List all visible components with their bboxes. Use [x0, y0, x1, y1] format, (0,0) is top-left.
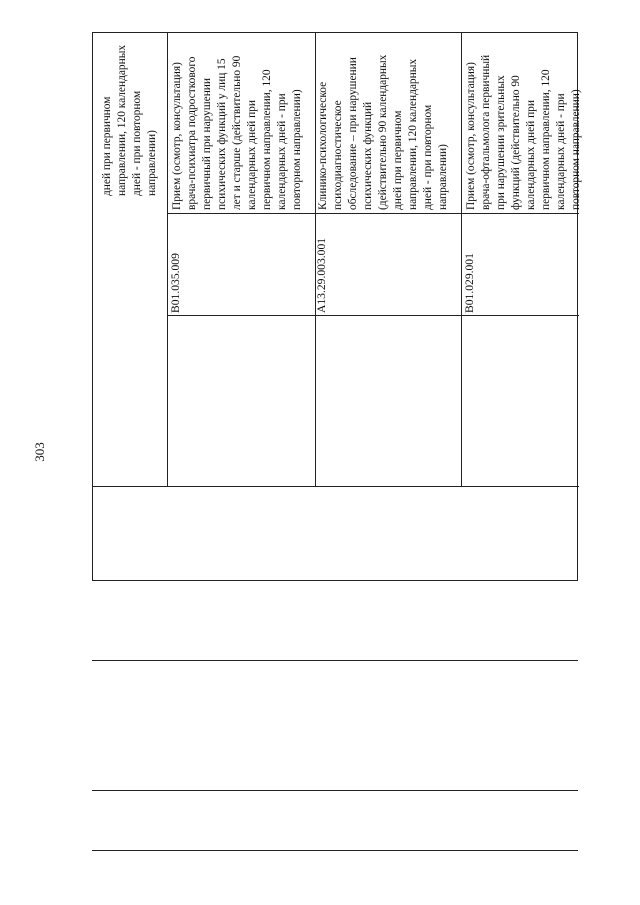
- row-2-code: B01.035.009: [169, 253, 182, 313]
- separator-line: [92, 850, 578, 851]
- row-3-description: Клинико-психологическое психодиагностическое обследование – при нарушении психических функций (действительно 90 календарных дней при первичном направлении, 120 календарных дней - при повторном направлении): [317, 54, 449, 210]
- separator-line: [92, 660, 578, 661]
- row-2-description: Прием (осмотр, консультация) врача-психиатра подросткового первичный при нарушении психических функций у лиц 15 лет и старше (действительно 90 календарных дней при первичном направлении, 120 календарных дней - при повторном направлении): [171, 55, 303, 210]
- column-divider: [93, 486, 579, 487]
- row-1-description: дней при первичном направлении, 120 календарных дней - при повторном направлении): [101, 44, 158, 196]
- row-4-code: B01.029.001: [463, 253, 476, 313]
- row-4-description: Прием (осмотр, консультация) врача-офтальмолога первичный при нарушении зрительных функций (действительно 90 календарных дней при первичном направлении, 120 календарных дней - при повторном направлении): [465, 54, 582, 210]
- column-divider: [167, 213, 579, 214]
- page-number: 303: [32, 442, 47, 462]
- row-3-code: A13.29.003.001: [315, 237, 328, 313]
- column-divider: [167, 315, 579, 316]
- separator-line: [92, 790, 578, 791]
